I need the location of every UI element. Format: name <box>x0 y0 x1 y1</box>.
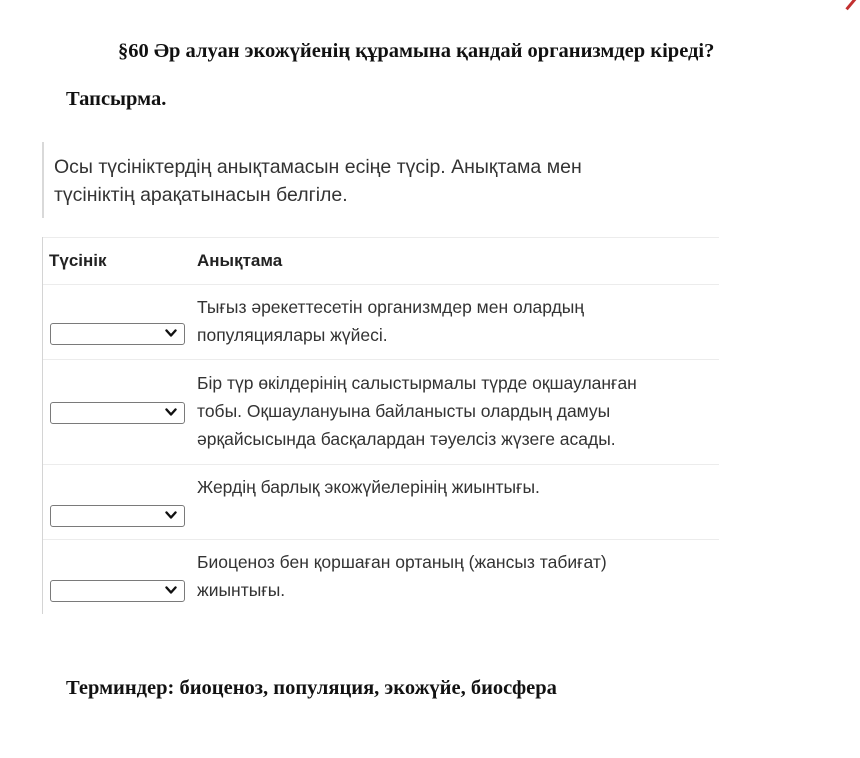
chevron-down-icon <box>165 327 177 339</box>
page-title: §60 Әр алуан экожүйенің құрамына қандай организмдер кіреді? <box>118 40 715 62</box>
definition-line: әрқайсысында басқалардан тәуелсіз жүзеге асады. <box>197 429 616 449</box>
chevron-down-icon <box>165 509 177 521</box>
table-row <box>43 465 719 540</box>
definition-line: Тығыз әрекеттесетін организмдер мен олардың <box>197 297 585 317</box>
table-row <box>43 540 719 614</box>
definition-line: Биоценоз бен қоршаған ортаның (жансыз табиғат) <box>197 552 607 572</box>
term-select[interactable] <box>50 505 185 527</box>
instruction-block <box>42 142 682 218</box>
definition-line: тобы. Оқшаулануына байланысты олардың дамуы <box>197 401 611 421</box>
definition-line: Жердің барлық экожүйелерінің жиынтығы. <box>197 477 540 497</box>
task-label: Тапсырма. <box>66 88 167 110</box>
table-row <box>43 360 719 465</box>
table-row <box>43 285 719 360</box>
definition-cell <box>197 548 712 604</box>
table-header <box>43 237 719 285</box>
definition-line: жиынтығы. <box>197 580 286 600</box>
matching-table <box>42 237 719 614</box>
definition-line: Бір түр өкілдерінің салыстырмалы түрде оқшауланған <box>197 373 637 393</box>
instruction-line-1: Осы түсініктердің анықтамасын есіңе түсір. Анықтама мен <box>54 156 582 178</box>
definition-cell <box>197 293 712 349</box>
term-select[interactable] <box>50 402 185 424</box>
instruction-line-2: түсініктің арақатынасын белгіле. <box>54 184 348 206</box>
terms-list: Терминдер: биоценоз, популяция, экожүйе, биосфера <box>66 677 557 699</box>
chevron-down-icon <box>165 406 177 418</box>
definition-cell <box>197 473 712 501</box>
term-select[interactable] <box>50 323 185 345</box>
header-definition: Анықтама <box>197 251 283 270</box>
chevron-down-icon <box>165 584 177 596</box>
term-select[interactable] <box>50 580 185 602</box>
header-term: Түсінік <box>49 251 107 270</box>
definition-cell <box>197 369 712 453</box>
definition-line: популяциялары жүйесі. <box>197 325 388 345</box>
